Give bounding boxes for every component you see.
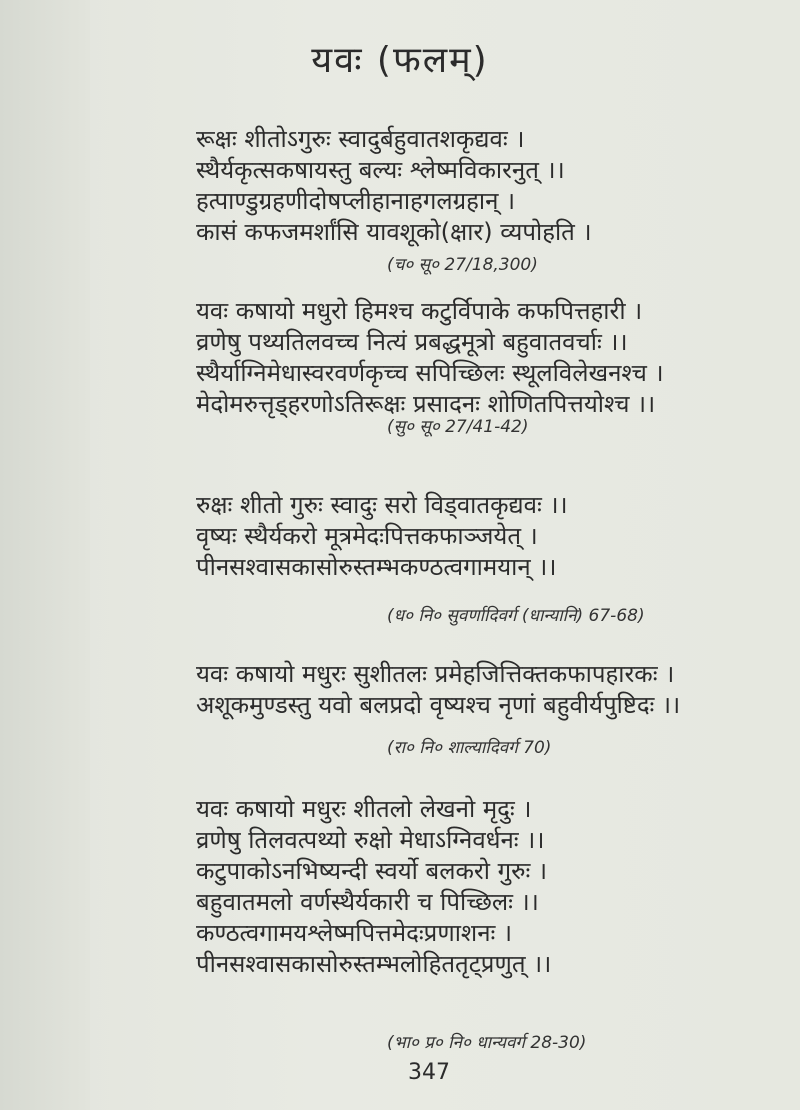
verse-block-bhavaprakasha <box>196 794 551 980</box>
verse-line: बहुवातमलो वर्णस्थैर्यकारी च पिच्छिलः ।। <box>196 888 539 916</box>
page-title: यवः (फलम्) <box>311 40 489 81</box>
verse-line: पीनसश्वासकासोरुस्तम्भलोहिततृट्प्रणुत् ।। <box>196 950 552 978</box>
verse-line: कण्ठत्वगामयश्लेष्मपित्तमेदःप्रणाशनः । <box>196 919 513 947</box>
verse-line: व्रणेषु तिलवत्पथ्यो रुक्षो मेधाऽग्निवर्धनः ।। <box>196 826 545 854</box>
verse-line: वृष्यः स्थैर्यकरो मूत्रमेदःपित्तकफाञ्जयेत् । <box>196 522 538 550</box>
verse-block-raja-nighantu <box>196 659 680 721</box>
verse-block-dhanvantari <box>196 490 568 583</box>
verse-line: स्थैर्याग्निमेधास्वरवर्णकृच्च सपिच्छिलः स्थूलविलेखनश्च । <box>196 359 664 387</box>
verse-line: यवः कषायो मधुरः शीतलो लेखनो मृदुः । <box>196 795 532 823</box>
verse-line: पीनसश्वासकासोरुस्तम्भकण्ठत्वगामयान् ।। <box>196 553 557 581</box>
verse-line: हत्पाण्डुग्रहणीदोषप्लीहानाहगलग्रहान् । <box>196 187 516 215</box>
verse-line: रुक्षः शीतो गुरुः स्वादुः सरो विड्वातकृद्यवः ।। <box>196 491 568 519</box>
verse-reference: (ध० नि० सुवर्णादिवर्ग (धान्यानि) 67-68) <box>387 606 645 626</box>
page-number: 347 <box>408 1060 450 1085</box>
verse-line: कटुपाकोऽनभिष्यन्दी स्वर्यो बलकरो गुरुः । <box>196 857 548 885</box>
verse-line: यवः कषायो मधुरो हिमश्च कटुर्विपाके कफपित्तहारी । <box>196 297 643 325</box>
verse-line: मेदोमरुत्तृड्हरणोऽतिरूक्षः प्रसादनः शोणितपित्तयोश्च ।। <box>196 390 656 418</box>
verse-reference: (भा० प्र० नि० धान्यवर्ग 28-30) <box>387 1033 587 1053</box>
verse-line: कासं कफजमर्शांसि यावशूको(क्षार) व्यपोहति । <box>196 218 592 246</box>
verse-block-sushruta <box>196 296 664 420</box>
verse-line: अशूकमुण्डस्तु यवो बलप्रदो वृष्यश्च नृणां बहुवीर्यपुष्टिदः ।। <box>196 691 681 719</box>
verse-reference: (च० सू० 27/18,300) <box>387 255 538 275</box>
verse-block-charaka <box>196 124 592 248</box>
page-gutter <box>0 0 90 1110</box>
verse-line: यवः कषायो मधुरः सुशीतलः प्रमेहजित्तिक्तकफापहारकः । <box>196 660 675 688</box>
verse-line: रूक्षः शीतोऽगुरुः स्वादुर्बहुवातशकृद्यवः । <box>196 125 525 153</box>
verse-line: व्रणेषु पथ्यतिलवच्च नित्यं प्रबद्धमूत्रो बहुवातवर्चाः ।। <box>196 328 628 356</box>
verse-reference: (सु० सू० 27/41-42) <box>387 417 529 437</box>
verse-line: स्थैर्यकृत्सकषायस्तु बल्यः श्लेष्मविकारनुत् ।। <box>196 156 565 184</box>
verse-reference: (रा० नि० शाल्यादिवर्ग 70) <box>387 738 552 758</box>
